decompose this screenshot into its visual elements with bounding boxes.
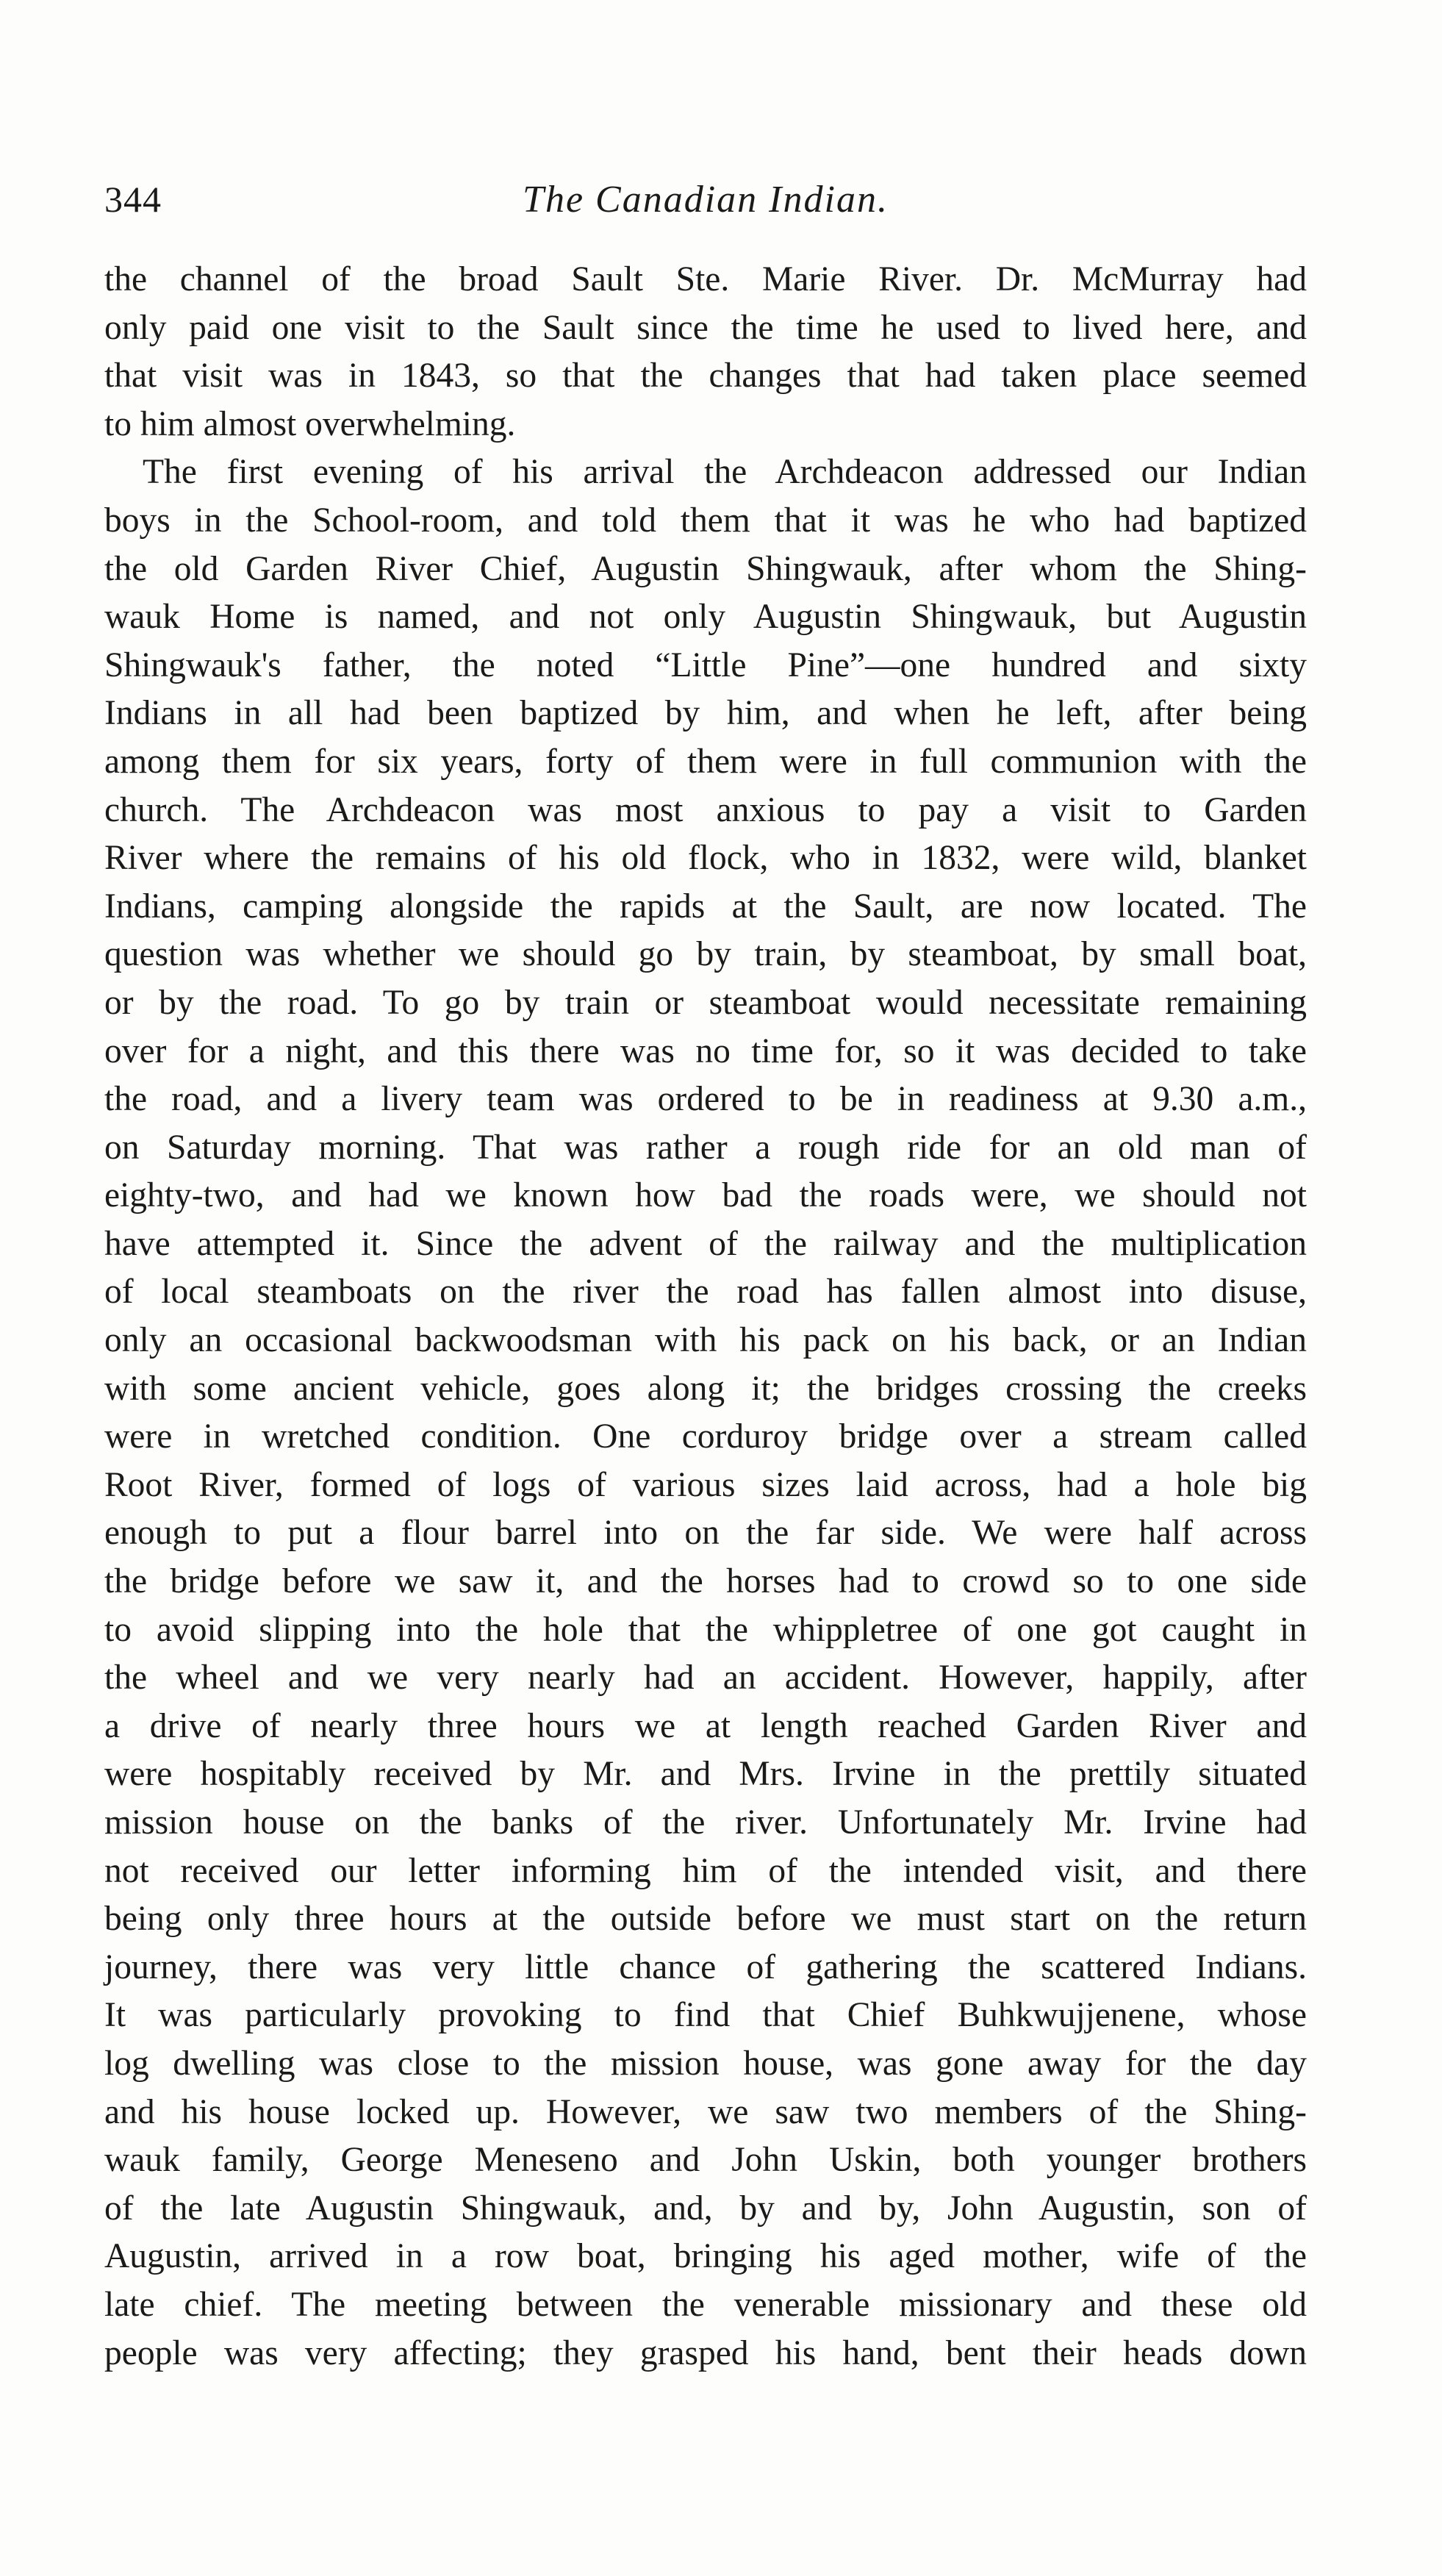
text-line: wauk family, George Meneseno and John Uskin, both younger brothers <box>104 2141 1307 2180</box>
text-line: journey, there was very little chance of gathering the scattered Indians. <box>104 1947 1307 1986</box>
text-line: only an occasional backwoodsman with his pack on his back, or an Indian <box>104 1321 1307 1360</box>
text-line: to avoid slipping into the hole that the whippletree of one got caught in <box>104 1610 1307 1649</box>
text-line: were in wretched condition. One corduroy bridge over a stream called <box>104 1417 1307 1456</box>
text-line: eighty-two, and had we known how bad the roads were, we should not <box>104 1176 1307 1215</box>
text-line: only paid one visit to the Sault since the time he used to lived here, and <box>104 308 1307 347</box>
text-line: Indians, camping alongside the rapids at the Sault, are now located. The <box>104 887 1307 926</box>
text-line: Root River, formed of logs of various sizes laid across, had a hole big <box>104 1465 1307 1504</box>
text-line: River where the remains of his old flock, who in 1832, were wild, blanket <box>104 839 1307 878</box>
text-line: question was whether we should go by train, by steamboat, by small boat, <box>104 935 1307 974</box>
text-line: and his house locked up. However, we saw two members of the Shing- <box>104 2092 1307 2131</box>
body-text <box>104 256 1307 2378</box>
text-line: log dwelling was close to the mission house, was gone away for the day <box>104 2044 1307 2083</box>
text-line: being only three hours at the outside before we must start on the return <box>104 1900 1307 1939</box>
text-line: Augustin, arrived in a row boat, bringing his aged mother, wife of the <box>104 2237 1307 2276</box>
text-line: were hospitably received by Mr. and Mrs. Irvine in the prettily situated <box>104 1755 1307 1794</box>
text-line: the road, and a livery team was ordered to be in readiness at 9.30 a.m., <box>104 1080 1307 1119</box>
text-line: a drive of nearly three hours we at length reached Garden River and <box>104 1706 1307 1745</box>
text-line: the old Garden River Chief, Augustin Shingwauk, after whom the Shing- <box>104 549 1307 588</box>
text-line: It was particularly provoking to find that Chief Buhkwujjenene, whose <box>104 1996 1307 2035</box>
text-line: on Saturday morning. That was rather a rough ride for an old man of <box>104 1128 1307 1167</box>
text-line: church. The Archdeacon was most anxious to pay a visit to Garden <box>104 790 1307 829</box>
text-line: the wheel and we very nearly had an accident. However, happily, after <box>104 1659 1307 1697</box>
text-line: Indians in all had been baptized by him, and when he left, after being <box>104 694 1307 733</box>
text-line: boys in the School-room, and told them that it was he who had baptized <box>104 501 1307 540</box>
text-line: to him almost overwhelming. <box>104 404 516 443</box>
text-line: enough to put a flour barrel into on the far side. We were half across <box>104 1514 1307 1553</box>
text-line: with some ancient vehicle, goes along it; the bridges crossing the creeks <box>104 1369 1307 1408</box>
text-line: late chief. The meeting between the venerable missionary and these old <box>104 2285 1307 2324</box>
text-line: not received our letter informing him of the intended visit, and there <box>104 1851 1307 1890</box>
text-line: of the late Augustin Shingwauk, and, by and by, John Augustin, son of <box>104 2189 1307 2228</box>
text-line: the bridge before we saw it, and the horses had to crowd so to one side <box>104 1562 1307 1601</box>
text-line: the channel of the broad Sault Ste. Marie River. Dr. McMurray had <box>104 260 1307 298</box>
text-line: people was very affecting; they grasped his hand, bent their heads down <box>104 2333 1307 2372</box>
text-line: that visit was in 1843, so that the changes that had taken place seemed <box>104 357 1307 396</box>
text-line: among them for six years, forty of them were in full communion with the <box>104 742 1307 781</box>
running-head <box>104 178 1307 229</box>
text-line: The first evening of his arrival the Archdeacon addressed our Indian <box>143 453 1307 492</box>
page-number: 344 <box>104 179 162 220</box>
text-line: have attempted it. Since the advent of the railway and the multiplication <box>104 1224 1307 1263</box>
text-line: over for a night, and this there was no time for, so it was decided to take <box>104 1031 1307 1070</box>
running-title: The Canadian Indian. <box>523 179 889 221</box>
text-line: or by the road. To go by train or steamboat would necessitate remaining <box>104 983 1307 1022</box>
text-line: mission house on the banks of the river. Unfortunately Mr. Irvine had <box>104 1803 1307 1842</box>
text-line: wauk Home is named, and not only Augustin Shingwauk, but Augustin <box>104 598 1307 637</box>
text-line: Shingwauk's father, the noted “Little Pine”—one hundred and sixty <box>104 645 1307 684</box>
text-line: of local steamboats on the river the road has fallen almost into disuse, <box>104 1273 1307 1312</box>
